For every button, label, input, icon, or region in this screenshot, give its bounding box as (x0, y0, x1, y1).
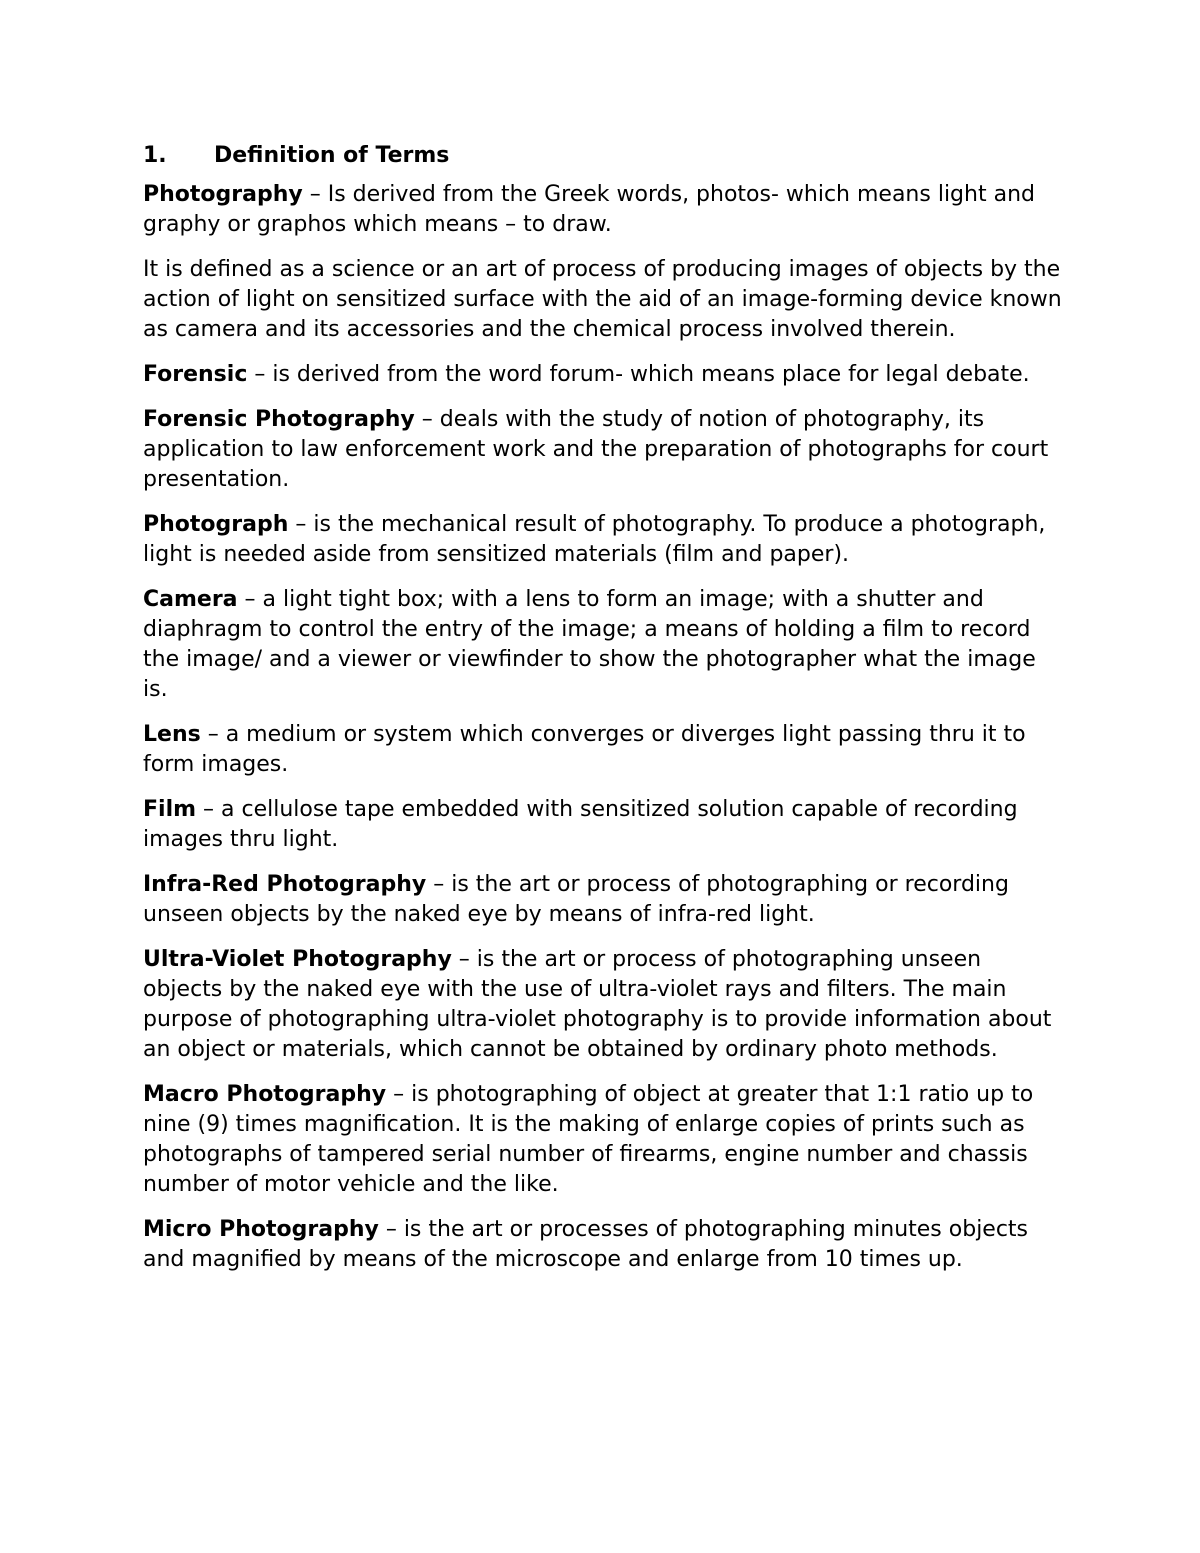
definition-infra-red-photography (143, 870, 1063, 930)
section-title: Definition of Terms (214, 143, 450, 168)
term: Film (143, 797, 197, 822)
definition-camera (143, 585, 1063, 705)
definition-text: – a light tight box; with a lens to form an image; with a shutter and diaphragm to control the entry of the image; a means of holding a film to record the image/ and a viewer or viewfinder to show the photographer what the image is. (143, 587, 1036, 702)
term: Forensic Photography (143, 407, 415, 432)
term: Forensic (143, 362, 248, 387)
definition-micro-photography (143, 1215, 1063, 1275)
definition-text: – Is derived from the Greek words, photos- which means light and graphy or graphos which means – to draw. (143, 182, 1035, 237)
definition-ultra-violet-photography (143, 945, 1063, 1065)
definition-photography (143, 180, 1063, 240)
section-number: 1. (143, 143, 167, 168)
definition-text: – deals with the study of notion of photography, its application to law enforcement work and the preparation of photographs for court presentation. (143, 407, 1049, 492)
document-page (143, 141, 1063, 1290)
term: Infra-Red Photography (143, 872, 427, 897)
definition-text: – a cellulose tape embedded with sensitized solution capable of recording images thru light. (143, 797, 1018, 852)
definition-photography-continued (143, 255, 1063, 345)
term: Camera (143, 587, 238, 612)
section-heading (143, 141, 1063, 171)
definition-text: – is the mechanical result of photography. To produce a photograph, light is needed aside from sensitized materials (film and paper). (143, 512, 1046, 567)
definition-text: – is derived from the word forum- which means place for legal debate. (247, 362, 1030, 387)
definition-text: – a medium or system which converges or diverges light passing thru it to form images. (143, 722, 1026, 777)
definition-text: – is the art or process of photographing or recording unseen objects by the naked eye by means of infra-red light. (143, 872, 1009, 927)
term: Lens (143, 722, 201, 747)
term: Micro Photography (143, 1217, 379, 1242)
definition-text: – is the art or processes of photographing minutes objects and magnified by means of the microscope and enlarge from 10 times up. (143, 1217, 1029, 1272)
term: Photography (143, 182, 303, 207)
definition-text: – is photographing of object at greater that 1:1 ratio up to nine (9) times magnification. It is the making of enlarge copies of prints such as photographs of tampered serial number of firearms, engine number and chassis number of motor vehicle and the like. (143, 1082, 1034, 1197)
term: Macro Photography (143, 1082, 387, 1107)
definition-text: It is defined as a science or an art of process of producing images of objects by the action of light on sensitized surface with the aid of an image-forming device known as camera and its accessories and the chemical process involved therein. (143, 257, 1062, 342)
term: Ultra-Violet Photography (143, 947, 452, 972)
definition-forensic-photography (143, 405, 1063, 495)
definition-forensic (143, 360, 1063, 390)
term: Photograph (143, 512, 289, 537)
definition-macro-photography (143, 1080, 1063, 1200)
definition-lens (143, 720, 1063, 780)
definition-text: – is the art or process of photographing unseen objects by the naked eye with the use of ultra-violet rays and filters. The main purpose of photographing ultra-violet photography is to provide information about an object or materials, which cannot be obtained by ordinary photo methods. (143, 947, 1052, 1062)
definition-film (143, 795, 1063, 855)
definition-photograph (143, 510, 1063, 570)
